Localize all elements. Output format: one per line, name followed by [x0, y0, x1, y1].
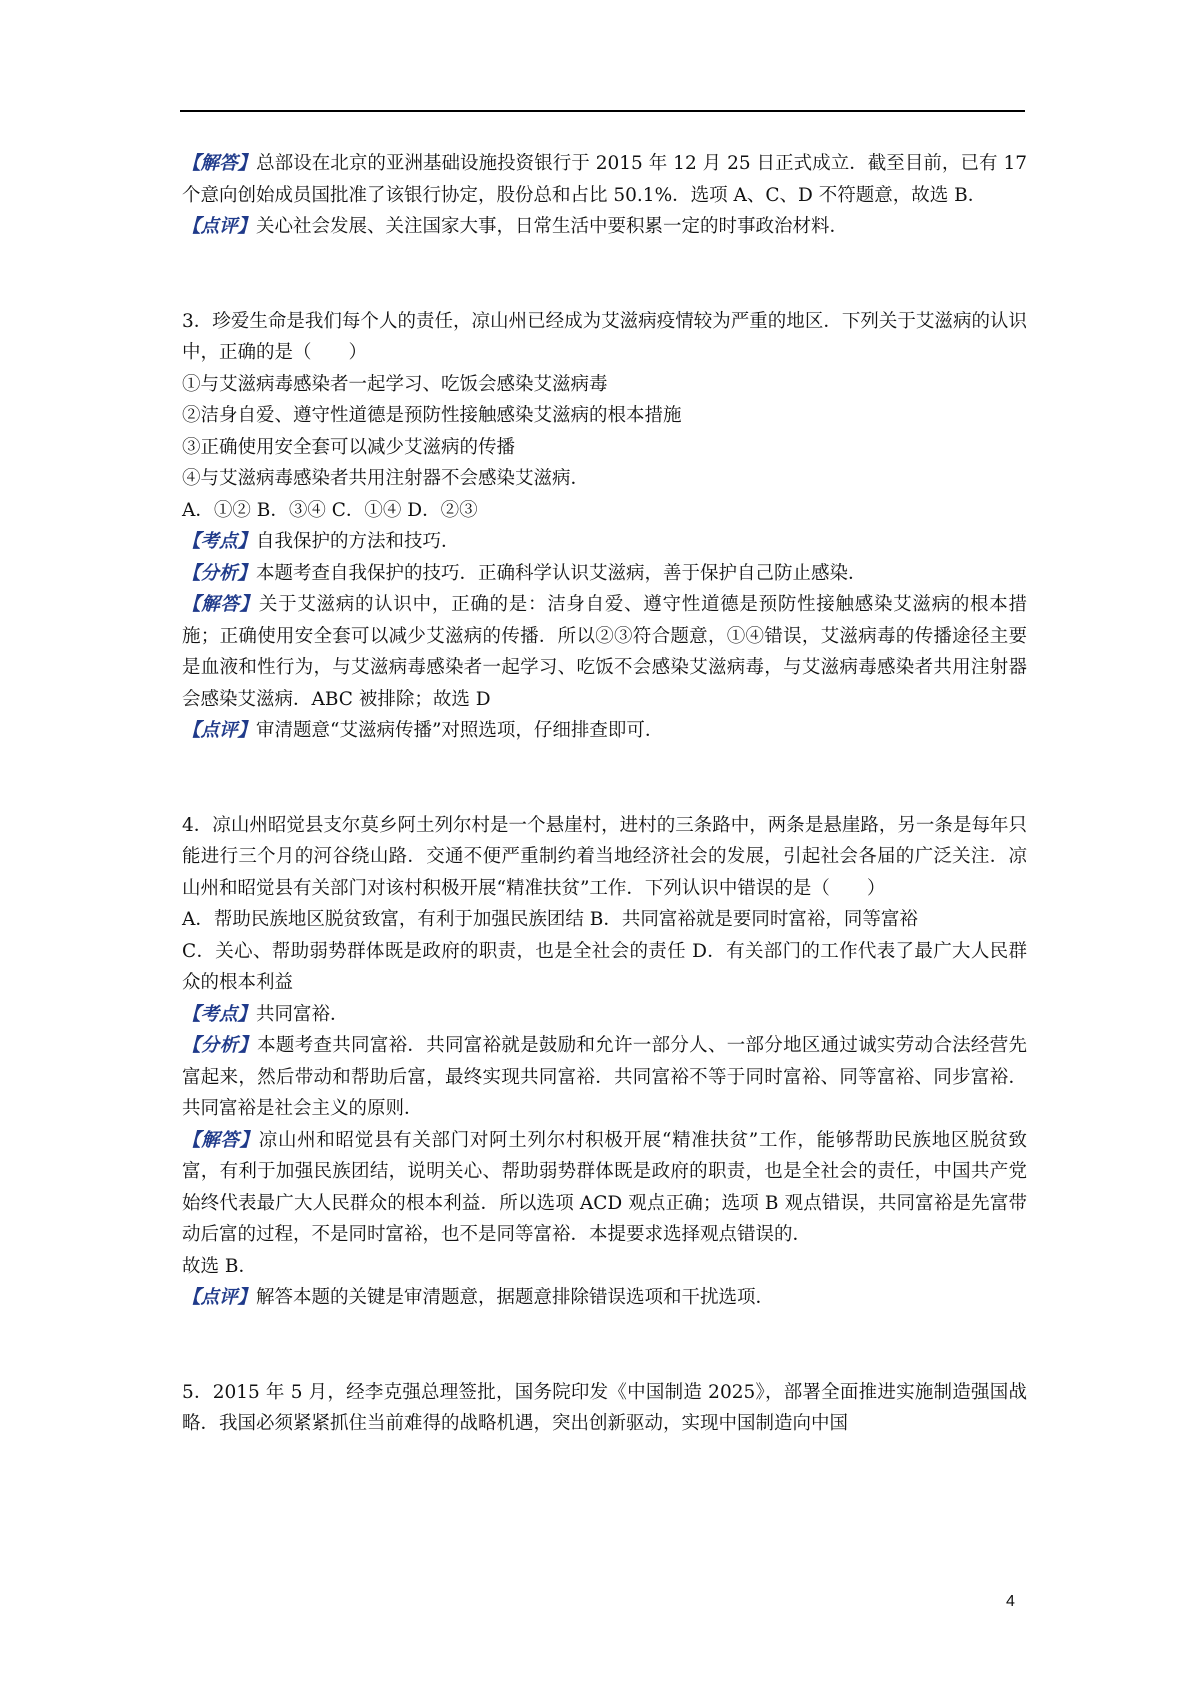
q4-point-text: 共同富裕． [256, 1003, 349, 1025]
q2-answer [182, 148, 1027, 211]
point-label: 【考点】 [182, 531, 257, 552]
q2-comment-text: 关心社会发展、关注国家大事，日常生活中要积累一定的时事政治材料． [256, 216, 849, 237]
q3-analysis-text: 本题考查自我保护的技巧．正确科学认识艾滋病，善于保护自己防止感染． [256, 562, 867, 584]
q3-comment-text: 审清题意“艾滋病传播”对照选项，仔细排查即可． [256, 720, 664, 741]
point-label: 【考点】 [182, 1003, 257, 1025]
q4-stem: 4．凉山州昭觉县支尔莫乡阿土列尔村是一个悬崖村，进村的三条路中，两条是悬崖路，另一条是每年只能进行三个月的河谷绕山路．交通不便严重制约着当地经济社会的发展，引起社会各届的广泛关注．凉山州和昭觉县有关部门对该村积极开展“精准扶贫”工作．下列认识中错误的是（ ） [182, 814, 1027, 899]
q3-item-3: ③正确使用安全套可以减少艾滋病的传播 [182, 436, 516, 458]
q3-answer [182, 589, 1027, 715]
q3-answer-text: 关于艾滋病的认识中，正确的是：洁身自爱、遵守性道德是预防性接触感染艾滋病的根本措施；正确使用安全套可以减少艾滋病的传播．所以②③符合题意，①④错误，艾滋病毒的传播途径主要是血液和性行为，与艾滋病毒感染者一起学习、吃饭不会感染艾滋病毒，与艾滋病毒感染者共用注射器会感染艾滋病．ABC 被排除；故选 D [182, 594, 1027, 710]
q5-stem: 5．2015 年 5 月，经李克强总理签批，国务院印发《中国制造 2025》，部署全面推进实施制造强国战略．我国必须紧紧抓住当前难得的战略机遇，突出创新驱动，实现中国制造向中国 [182, 1381, 1027, 1434]
q3-stem: 3．珍爱生命是我们每个人的责任，凉山州已经成为艾滋病疫情较为严重的地区．下列关于艾滋病的认识中，正确的是（ ） [182, 310, 1027, 363]
q4-options-line-2: C．关心、帮助弱势群体既是政府的职责，也是全社会的责任 D．有关部门的工作代表了最广大人民群众的根本利益 [182, 940, 1027, 993]
header-rule [180, 110, 1025, 112]
q3-options: A．①② B．③④ C．①④ D．②③ [182, 499, 478, 521]
comment-label: 【点评】 [182, 1287, 257, 1308]
q3-item-1: ①与艾滋病毒感染者一起学习、吃饭会感染艾滋病毒 [182, 373, 608, 395]
q3-item-2: ②洁身自爱、遵守性道德是预防性接触感染艾滋病的根本措施 [182, 405, 682, 426]
q4-analysis [182, 1030, 1027, 1125]
q4-comment-text: 解答本题的关键是审清题意，据题意排除错误选项和干扰选项． [256, 1287, 775, 1308]
q4-options-line-1: A．帮助民族地区脱贫致富，有利于加强民族团结 B．共同富裕就是要同时富裕，同等富裕 [182, 909, 918, 930]
page-number: 4 [1006, 1593, 1015, 1610]
q3-analysis [182, 558, 1027, 590]
analysis-label: 【分析】 [182, 1035, 258, 1056]
answer-label: 【解答】 [182, 153, 257, 174]
q4-answer [182, 1125, 1027, 1251]
q4-conclusion: 故选 B． [182, 1255, 257, 1277]
answer-label: 【解答】 [182, 594, 259, 615]
q3-comment [182, 715, 1027, 747]
q4-point [182, 999, 1027, 1031]
comment-label: 【点评】 [182, 720, 257, 741]
answer-label: 【解答】 [182, 1129, 259, 1151]
q3-item-4: ④与艾滋病毒感染者共用注射器不会感染艾滋病． [182, 468, 590, 489]
page-content [182, 148, 1027, 1440]
q2-comment [182, 211, 1027, 243]
q4-answer-text: 凉山州和昭觉县有关部门对阿土列尔村积极开展“精准扶贫”工作，能够帮助民族地区脱贫致富，有利于加强民族团结，说明关心、帮助弱势群体既是政府的职责，也是全社会的责任，中国共产党始终代表最广大人民群众的根本利益．所以选项 ACD 观点正确；选项 B 观点错误，共同富裕是先富带动后富的过程，不是同时富裕，也不是同等富裕．本提要求选择观点错误的． [182, 1129, 1027, 1245]
q3-point-text: 自我保护的方法和技巧． [256, 531, 460, 552]
comment-label: 【点评】 [182, 216, 257, 237]
q4-comment [182, 1282, 1027, 1314]
q3-point [182, 526, 1027, 558]
q4-analysis-text: 本题考查共同富裕．共同富裕就是鼓励和允许一部分人、一部分地区通过诚实劳动合法经营先富起来，然后带动和帮助后富，最终实现共同富裕．共同富裕不等于同时富裕、同等富裕、同步富裕．共同富裕是社会主义的原则． [182, 1035, 1027, 1119]
analysis-label: 【分析】 [182, 562, 257, 584]
q2-answer-text: 总部设在北京的亚洲基础设施投资银行于 2015 年 12 月 25 日正式成立．截至目前，已有 17 个意向创始成员国批准了该银行协定，股份总和占比 50.1%．选项 A、C、D 不符题意，故选 B． [182, 153, 1027, 206]
